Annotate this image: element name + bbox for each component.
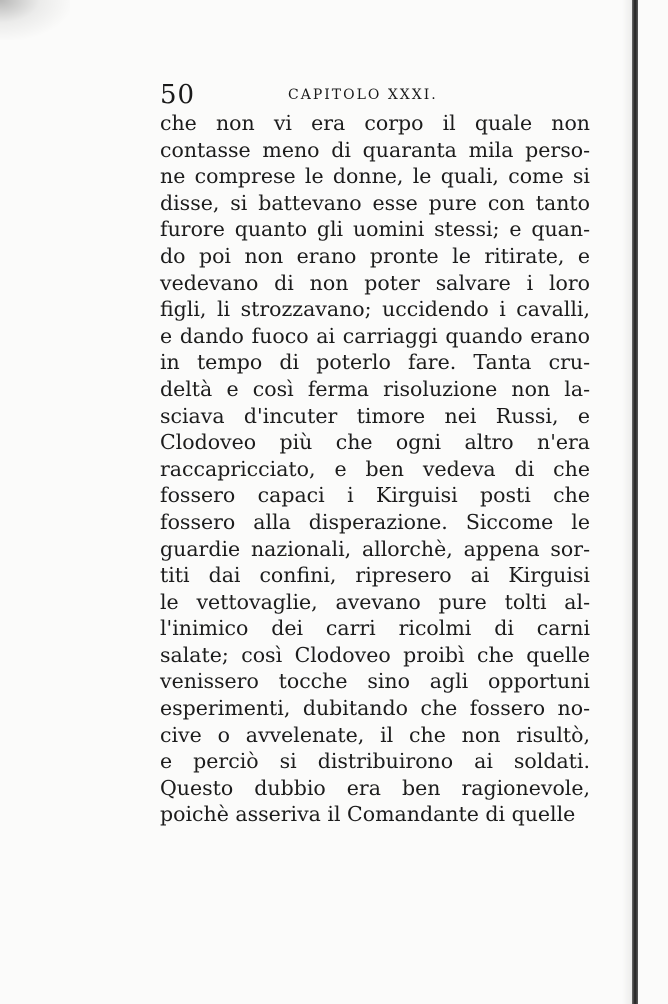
text-line: venissero tocche sino agli opportuni xyxy=(160,669,590,694)
text-line: che non vi era corpo il quale non xyxy=(160,111,590,135)
running-title: CAPITOLO XXXI. xyxy=(288,87,438,103)
text-line: titi dai confini, ripresero ai Kirguisi xyxy=(160,563,590,588)
text-line: salate; così Clodoveo proibì che quelle xyxy=(160,642,590,667)
text-line: e dando fuoco ai carriaggi quando erano xyxy=(160,323,590,348)
text-line: fossero capaci i Kirguisi posti che xyxy=(160,483,590,508)
scan-corner-shadow xyxy=(0,0,70,40)
text-line: vedevano di non poter salvare i loro xyxy=(160,270,590,295)
body-text xyxy=(160,110,590,828)
text-line: Questo dubbio era ben ragionevole, xyxy=(160,775,590,800)
text-line: poichè asseriva il Comandante di quelle xyxy=(160,802,576,827)
text-line: le vettovaglie, avevano pure tolti al- xyxy=(160,589,590,614)
text-line: figli, li strozzavano; uccidendo i cavalli, xyxy=(160,297,590,322)
page-header xyxy=(160,80,590,110)
gutter-shade xyxy=(622,0,632,1004)
text-line: guardie nazionali, allorchè, appena sor- xyxy=(160,536,590,561)
page-edge xyxy=(632,0,638,1004)
text-line: ne comprese le donne, le quali, come si xyxy=(160,164,590,189)
text-line: contasse meno di quaranta mila perso- xyxy=(160,137,590,162)
text-line: fossero alla disperazione. Siccome le xyxy=(160,509,590,534)
text-line: in tempo di poterlo fare. Tanta cru- xyxy=(160,350,590,375)
page-number: 50 xyxy=(160,80,196,110)
text-line: e perciò si distribuirono ai soldati. xyxy=(160,749,590,774)
text-line: l'inimico dei carri ricolmi di carni xyxy=(160,616,590,641)
text-line: do poi non erano pronte le ritirate, e xyxy=(160,243,590,268)
text-line: esperimenti, dubitando che fossero no- xyxy=(160,696,590,721)
text-line: furore quanto gli uomini stessi; e quan- xyxy=(160,217,590,242)
text-line: raccapricciato, e ben vedeva di che xyxy=(160,456,590,481)
text-line: cive o avvelenate, il che non risultò, xyxy=(160,722,590,747)
text-line: disse, si battevano esse pure con tanto xyxy=(160,190,590,215)
text-line: sciava d'incuter timore nei Russi, e xyxy=(160,403,590,428)
text-line: deltà e così ferma risoluzione non la- xyxy=(160,376,590,401)
text-line: Clodoveo più che ogni altro n'era xyxy=(160,430,590,455)
